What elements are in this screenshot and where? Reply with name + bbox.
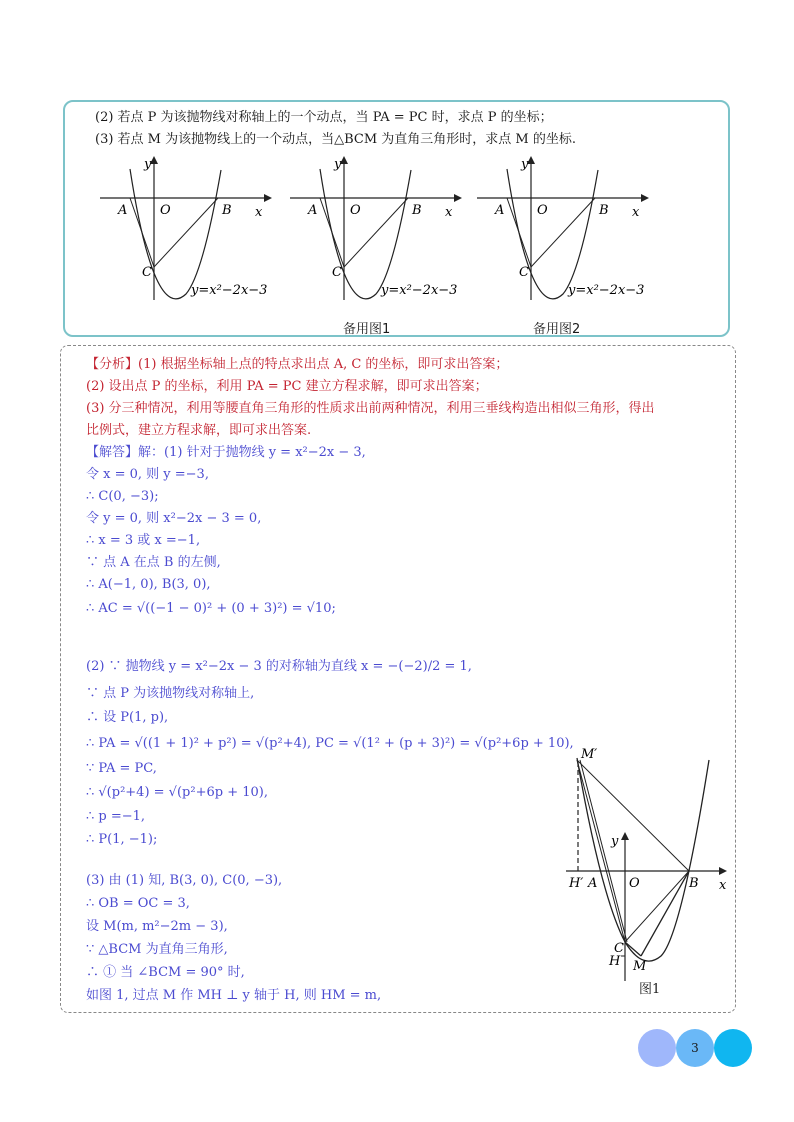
solution-line: 设 M(m, m²−2m − 3),	[86, 919, 228, 934]
solution-line: ∴ PA = √((1 + 1)² + p²) = √(p²+4), PC = √(1² + (p + 3)²) = √(p²+6p + 10),	[86, 736, 574, 751]
point-A-label: A	[588, 876, 598, 891]
analysis-line-4: 比例式，建立方程求解，即可求出答案.	[86, 423, 312, 438]
point-B-label: B	[222, 203, 232, 218]
point-H-label: H	[609, 954, 621, 969]
parabola-figure-main	[98, 154, 278, 304]
solution-text: 解：(1) 针对于抛物线 y = x²−2x − 3,	[138, 445, 366, 460]
decorative-dot-left	[638, 1029, 676, 1067]
point-C-label: C	[332, 265, 342, 280]
solution-line: ∴ P(1, −1);	[86, 832, 158, 847]
solution-line: ∴ A(−1, 0), B(3, 0),	[86, 577, 211, 592]
point-B-label: B	[689, 876, 699, 891]
solution-line: ∴ √(p²+4) = √(p²+6p + 10),	[86, 785, 268, 800]
parabola-figure-backup-1	[288, 154, 468, 304]
analysis-line-1	[86, 354, 508, 376]
analysis-line-2: (2) 设出点 P 的坐标，利用 PA = PC 建立方程求解，即可求出答案；	[86, 379, 488, 394]
point-A-label: A	[495, 203, 505, 218]
solution-line: ∵ △BCM 为直角三角形,	[86, 942, 228, 957]
point-M-label: M	[633, 959, 647, 974]
y-axis-label: y	[144, 157, 152, 172]
y-axis-label: y	[611, 834, 619, 849]
solution-line: (3) 由 (1) 知, B(3, 0), C(0, −3),	[86, 873, 283, 888]
page-indicator	[638, 1029, 752, 1067]
point-Mprime-label: M′	[581, 747, 598, 762]
analysis-tag: 【分析】	[86, 357, 139, 372]
analysis-text: (1) 根据坐标轴上点的特点求出点 A, C 的坐标，即可求出答案；	[138, 357, 509, 372]
point-Hprime-label: H′	[569, 876, 584, 891]
solution-line: 令 y = 0, 则 x²−2x − 3 = 0,	[86, 511, 262, 526]
point-B-label: B	[412, 203, 422, 218]
equation-label: y=x²−2x−3	[381, 283, 458, 298]
solution-line: ∴ ① 当 ∠BCM = 90° 时,	[86, 965, 245, 980]
point-C-label: C	[614, 941, 624, 956]
y-axis-label: y	[334, 157, 342, 172]
point-C-label: C	[142, 265, 152, 280]
parabola-figure-backup-2	[475, 154, 655, 304]
solution-line: ∴ OB = OC = 3,	[86, 896, 190, 911]
solution-line: ∴ p =−1,	[86, 809, 146, 824]
point-A-label: A	[118, 203, 128, 218]
solution-line: ∴ x = 3 或 x =−1,	[86, 533, 201, 548]
backup-figure-2-caption: 备用图2	[533, 322, 581, 337]
point-A-label: A	[308, 203, 318, 218]
x-axis-label: x	[255, 205, 263, 220]
y-axis-label: y	[521, 157, 529, 172]
answer-box	[60, 345, 736, 1013]
origin-label: O	[350, 203, 361, 218]
origin-label: O	[629, 876, 640, 891]
point-B-label: B	[599, 203, 609, 218]
analysis-line-3: (3) 分三种情况，利用等腰直角三角形的性质求出前两种情况，利用三垂线构造出相似三角形，得出	[86, 401, 655, 416]
solution-line: ∵ PA = PC,	[86, 761, 157, 776]
x-axis-label: x	[719, 878, 727, 893]
page-number: 3	[676, 1029, 714, 1067]
solution-line: ∴ 设 P(1, p),	[86, 710, 169, 725]
solution-line: ∵ 点 P 为该抛物线对称轴上,	[86, 686, 255, 701]
figure-1-diagram	[561, 746, 731, 1001]
origin-label: O	[160, 203, 171, 218]
solution-line	[86, 442, 366, 464]
decorative-dot-right	[714, 1029, 752, 1067]
equation-label: y=x²−2x−3	[568, 283, 645, 298]
equation-label: y=x²−2x−3	[191, 283, 268, 298]
origin-label: O	[537, 203, 548, 218]
solution-line: 令 x = 0, 则 y =−3,	[86, 467, 209, 482]
solution-line: ∵ 点 A 在点 B 的左侧,	[86, 555, 221, 570]
figure-1-caption: 图1	[639, 982, 661, 997]
question-part-3: (3) 若点 M 为该抛物线上的一个动点，当△BCM 为直角三角形时，求点 M 的坐标.	[95, 132, 577, 147]
solution-line: (2) ∵ 抛物线 y = x²−2x − 3 的对称轴为直线 x = −(−2)/2 = 1,	[86, 659, 472, 674]
solution-line: ∴ AC = √((−1 − 0)² + (0 + 3)²) = √10;	[86, 601, 336, 616]
backup-figure-1-caption: 备用图1	[343, 322, 391, 337]
x-axis-label: x	[632, 205, 640, 220]
point-C-label: C	[519, 265, 529, 280]
solution-line: 如图 1, 过点 M 作 MH ⊥ y 轴于 H, 则 HM = m,	[86, 988, 382, 1003]
question-part-2: (2) 若点 P 为该抛物线对称轴上的一个动点，当 PA = PC 时，求点 P 的坐标；	[95, 110, 553, 125]
solution-line: ∴ C(0, −3);	[86, 489, 159, 504]
x-axis-label: x	[445, 205, 453, 220]
question-box	[63, 100, 730, 337]
solution-tag: 【解答】	[86, 445, 139, 460]
